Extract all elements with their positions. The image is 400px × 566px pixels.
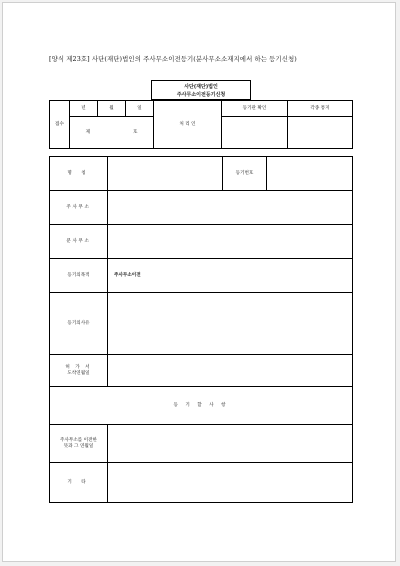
- other-field[interactable]: [108, 463, 353, 503]
- head-office-field[interactable]: [108, 191, 353, 225]
- reg-number-label: 등기번호: [223, 157, 267, 191]
- registration-matters-header: 등 기 할 사 항: [50, 387, 353, 425]
- registrar-check-header: 등기관 확인: [222, 101, 288, 117]
- receipt-label: 접수: [50, 101, 70, 149]
- branch-office-field[interactable]: [108, 225, 353, 259]
- receipt-day: 일: [126, 101, 154, 117]
- relocation-date-field[interactable]: [108, 425, 353, 463]
- notification-field[interactable]: [288, 117, 353, 149]
- permit-arrival-field[interactable]: [108, 355, 353, 387]
- other-label: 기 타: [50, 463, 108, 503]
- purpose-field[interactable]: 주사무소이전: [108, 259, 353, 293]
- permit-label-line2: 도착연월일: [67, 370, 90, 376]
- form-number-label: [양식 제23호] 사단(재단)법인의 주사무소이전등기(분사무소소재지에서 하는 등기신청): [49, 55, 297, 63]
- reason-label: 등기의사유: [50, 293, 108, 355]
- head-office-label: 주사무소: [50, 191, 108, 225]
- receipt-month: 월: [98, 101, 126, 117]
- reg-number-field[interactable]: [267, 157, 353, 191]
- relocation-label-line2: 뜻과 그 연월일: [63, 443, 94, 449]
- receipt-number-suffix: 호: [132, 129, 138, 135]
- permit-label-line1: 허 가 서: [65, 364, 92, 370]
- registrar-check-field[interactable]: [222, 117, 288, 149]
- name-label: 명 칭: [50, 157, 108, 191]
- name-field[interactable]: [108, 157, 223, 191]
- receipt-table: [49, 100, 353, 149]
- form-title-line1: 사단(재단)법인: [184, 84, 218, 90]
- relocation-date-label: [50, 425, 108, 463]
- processor-cell: 처 리 인: [154, 101, 222, 149]
- receipt-number-prefix: 제: [85, 129, 91, 135]
- application-table: [49, 156, 353, 503]
- receipt-number-cell: [70, 117, 154, 149]
- form-title-line2: 주사무소이전등기신청: [176, 92, 226, 98]
- permit-arrival-label: [50, 355, 108, 387]
- notification-header: 각종 통지: [288, 101, 353, 117]
- receipt-year: 년: [70, 101, 98, 117]
- purpose-label: 등기의목적: [50, 259, 108, 293]
- relocation-label-line1: 주사무소를 이전한: [60, 437, 97, 443]
- form-title: [151, 80, 251, 100]
- reason-field[interactable]: [108, 293, 353, 355]
- branch-office-label: 분사무소: [50, 225, 108, 259]
